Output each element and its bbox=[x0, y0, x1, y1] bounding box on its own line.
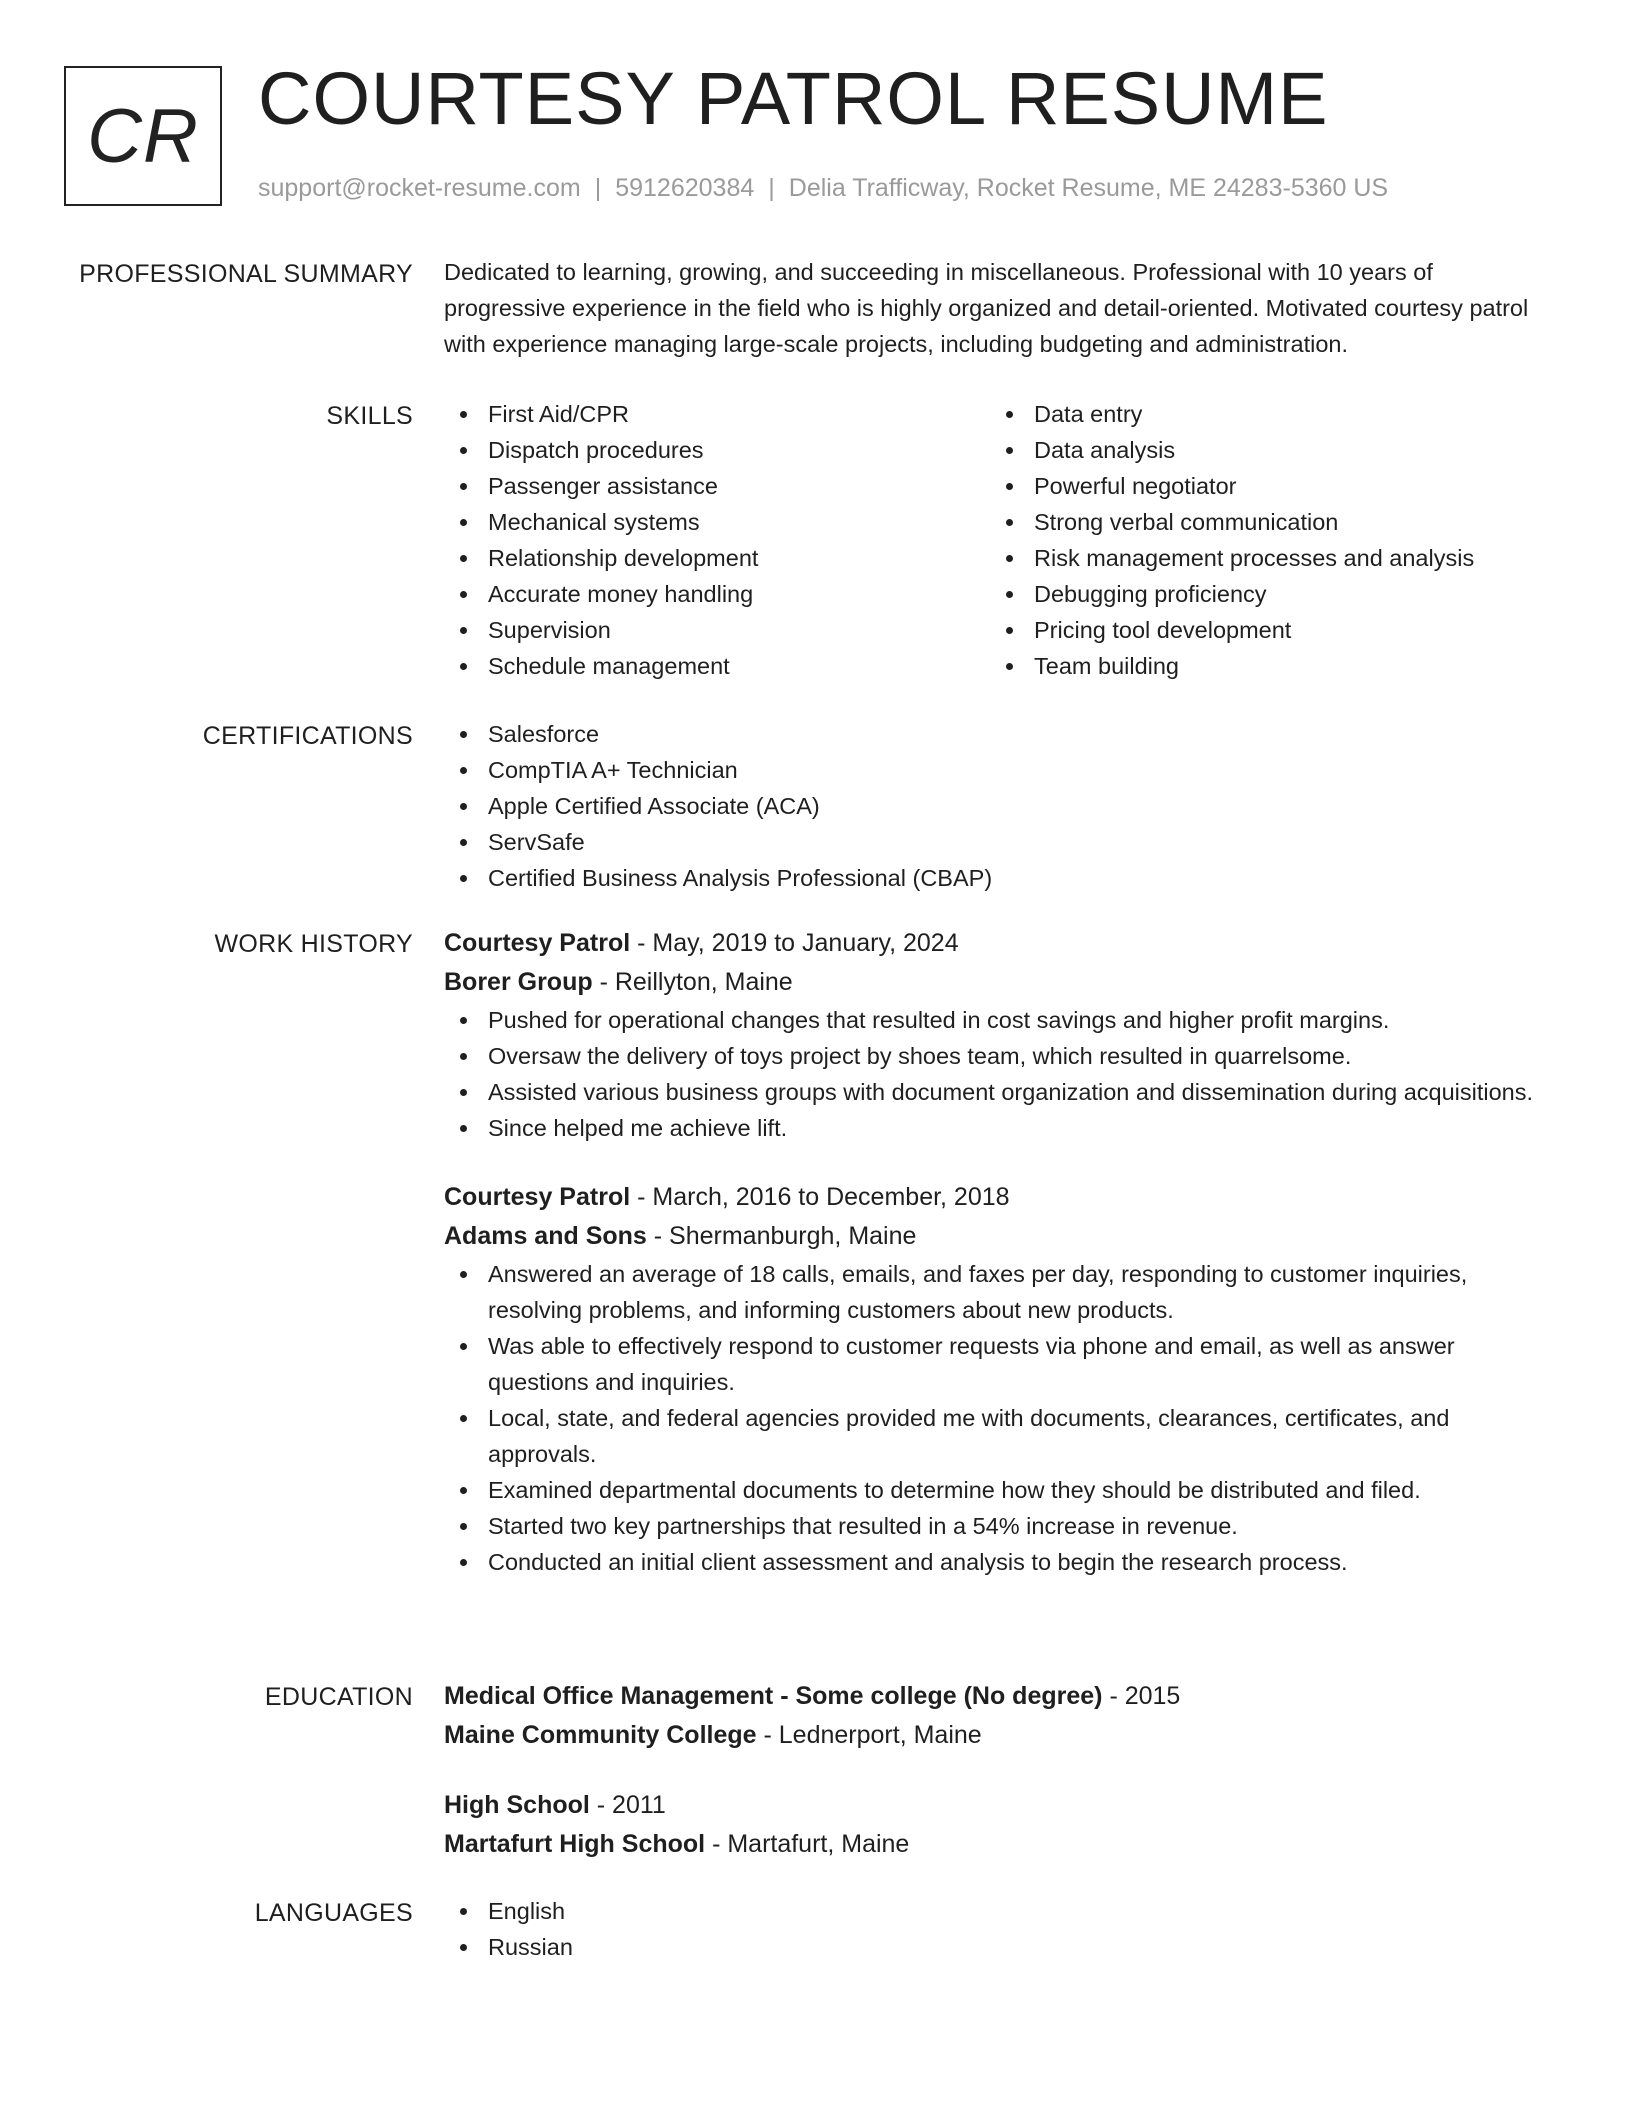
certifications-list bbox=[444, 716, 1534, 896]
certification-item: Apple Certified Associate (ACA) bbox=[444, 788, 1534, 824]
skill-item: Relationship development bbox=[444, 540, 990, 576]
education-degree: Medical Office Management - Some college (No degree) bbox=[444, 1682, 1103, 1710]
certification-item: Certified Business Analysis Professional (CBAP) bbox=[444, 860, 1534, 896]
job-bullets bbox=[444, 1002, 1534, 1146]
job-bullet: Local, state, and federal agencies provided me with documents, clearances, certificates, and approvals. bbox=[444, 1400, 1534, 1472]
resume-title: COURTESY PATROL RESUME bbox=[258, 57, 1329, 140]
job-bullets bbox=[444, 1256, 1534, 1580]
education-school-line bbox=[444, 1716, 1534, 1755]
job-company-line bbox=[444, 1217, 1534, 1256]
job-title: Courtesy Patrol bbox=[444, 1183, 631, 1211]
certifications-content bbox=[444, 716, 1534, 896]
education-school-line bbox=[444, 1825, 1534, 1864]
skill-item: Powerful negotiator bbox=[990, 468, 1534, 504]
section-label-certifications: CERTIFICATIONS bbox=[202, 722, 413, 750]
job-entry bbox=[444, 1178, 1534, 1580]
skill-item: Data entry bbox=[990, 396, 1534, 432]
education-content bbox=[444, 1677, 1534, 1864]
job-bullet: Conducted an initial client assessment and analysis to begin the research process. bbox=[444, 1544, 1534, 1580]
skill-item: Passenger assistance bbox=[444, 468, 990, 504]
job-bullet: Started two key partnerships that resulted in a 54% increase in revenue. bbox=[444, 1508, 1534, 1544]
skill-item: Risk management processes and analysis bbox=[990, 540, 1534, 576]
skill-item: Strong verbal communication bbox=[990, 504, 1534, 540]
skill-item: Pricing tool development bbox=[990, 612, 1534, 648]
certification-item: Salesforce bbox=[444, 716, 1534, 752]
skill-item: Dispatch procedures bbox=[444, 432, 990, 468]
job-bullet: Oversaw the delivery of toys project by shoes team, which resulted in quarrelsome. bbox=[444, 1038, 1534, 1074]
skill-item: Mechanical systems bbox=[444, 504, 990, 540]
education-location: - Lednerport, Maine bbox=[763, 1721, 982, 1749]
skill-item: Schedule management bbox=[444, 648, 990, 684]
summary-content bbox=[444, 254, 1534, 362]
skill-item: Team building bbox=[990, 648, 1534, 684]
contact-address: Delia Trafficway, Rocket Resume, ME 24283-5360 US bbox=[788, 174, 1389, 202]
job-bullet: Assisted various business groups with document organization and dissemination during acquisitions. bbox=[444, 1074, 1534, 1110]
education-degree-line bbox=[444, 1677, 1534, 1716]
section-label-work-history: WORK HISTORY bbox=[214, 930, 413, 958]
job-entry bbox=[444, 924, 1534, 1146]
languages-list bbox=[444, 1893, 1534, 1965]
job-bullet: Pushed for operational changes that resulted in cost savings and higher profit margins. bbox=[444, 1002, 1534, 1038]
work-history-content bbox=[444, 924, 1534, 1580]
job-bullet: Examined departmental documents to determine how they should be distributed and filed. bbox=[444, 1472, 1534, 1508]
language-item: Russian bbox=[444, 1929, 1534, 1965]
job-title-line bbox=[444, 1178, 1534, 1217]
education-location: - Martafurt, Maine bbox=[712, 1830, 910, 1858]
skills-list-left bbox=[444, 396, 990, 684]
certification-item: CompTIA A+ Technician bbox=[444, 752, 1534, 788]
skills-columns bbox=[444, 396, 1534, 684]
job-location: - Shermanburgh, Maine bbox=[653, 1222, 917, 1250]
education-year: - 2011 bbox=[596, 1791, 666, 1819]
job-bullet: Since helped me achieve lift. bbox=[444, 1110, 1534, 1146]
education-degree-line bbox=[444, 1786, 1534, 1825]
skill-item: Data analysis bbox=[990, 432, 1534, 468]
section-label-summary: PROFESSIONAL SUMMARY bbox=[79, 260, 413, 288]
certification-item: ServSafe bbox=[444, 824, 1534, 860]
job-dates: - March, 2016 to December, 2018 bbox=[637, 1183, 1010, 1211]
section-label-skills: SKILLS bbox=[326, 402, 413, 430]
job-bullet: Answered an average of 18 calls, emails, and faxes per day, responding to customer inquiries, resolving problems, and informing customers about new products. bbox=[444, 1256, 1534, 1328]
skill-item: Accurate money handling bbox=[444, 576, 990, 612]
job-company: Adams and Sons bbox=[444, 1222, 647, 1250]
contact-separator: | bbox=[768, 174, 775, 202]
summary-text: Dedicated to learning, growing, and succeeding in miscellaneous. Professional with 10 years of progressive experience in the field who is highly organized and detail-oriented. Motivated courtesy patrol with experience managing large-scale projects, including budgeting and administration. bbox=[444, 259, 1529, 357]
job-company-line bbox=[444, 963, 1534, 1002]
contact-email[interactable]: support@rocket-resume.com bbox=[258, 174, 581, 202]
education-year: - 2015 bbox=[1109, 1682, 1181, 1710]
education-school: Martafurt High School bbox=[444, 1830, 706, 1858]
skill-item: First Aid/CPR bbox=[444, 396, 990, 432]
skill-item: Supervision bbox=[444, 612, 990, 648]
language-item: English bbox=[444, 1893, 1534, 1929]
education-degree: High School bbox=[444, 1791, 590, 1819]
contact-phone[interactable]: 5912620384 bbox=[615, 174, 755, 202]
education-school: Maine Community College bbox=[444, 1721, 757, 1749]
contact-line bbox=[258, 174, 1388, 203]
job-company: Borer Group bbox=[444, 968, 593, 996]
languages-content bbox=[444, 1893, 1534, 1965]
contact-separator: | bbox=[594, 174, 602, 202]
section-label-languages: LANGUAGES bbox=[254, 1899, 413, 1927]
job-dates: - May, 2019 to January, 2024 bbox=[637, 929, 959, 957]
job-bullet: Was able to effectively respond to customer requests via phone and email, as well as answer questions and inquiries. bbox=[444, 1328, 1534, 1400]
skill-item: Debugging proficiency bbox=[990, 576, 1534, 612]
job-title: Courtesy Patrol bbox=[444, 929, 631, 957]
section-label-education: EDUCATION bbox=[264, 1683, 413, 1711]
monogram-box bbox=[64, 66, 222, 206]
job-location: - Reillyton, Maine bbox=[599, 968, 793, 996]
education-entry bbox=[444, 1786, 1534, 1864]
job-title-line bbox=[444, 924, 1534, 963]
education-entry bbox=[444, 1677, 1534, 1755]
skills-list-right bbox=[990, 396, 1534, 684]
monogram-initials: CR bbox=[87, 93, 199, 179]
